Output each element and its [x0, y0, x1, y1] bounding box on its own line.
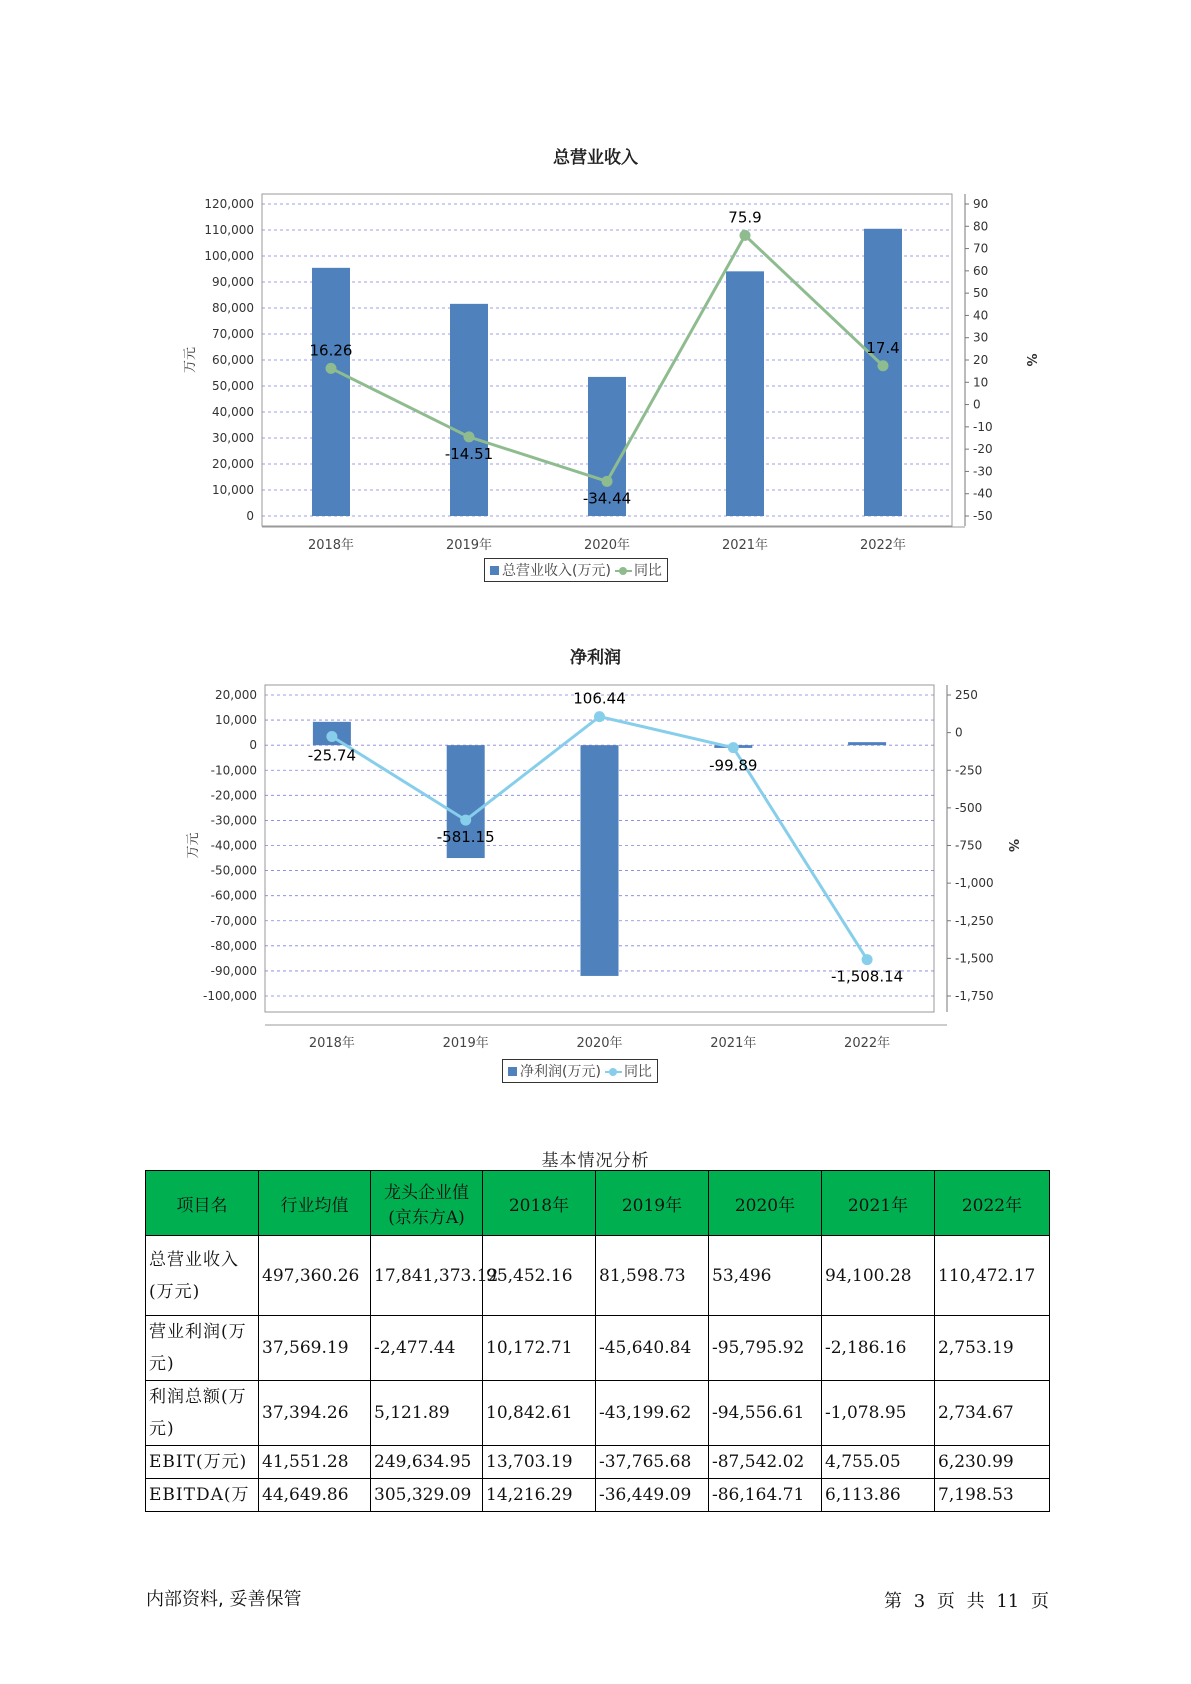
- header-cell: 2022年: [935, 1171, 1050, 1236]
- y-tick-label: 60,000: [212, 353, 254, 367]
- header-cell: 行业均值: [259, 1171, 371, 1236]
- y-tick-label: 80,000: [212, 301, 254, 315]
- chart1-title: 总营业收入: [553, 148, 638, 168]
- table-cell: 94,100.28: [822, 1236, 935, 1316]
- y-tick-label: 10,000: [215, 713, 257, 728]
- legend-line-label: 同比: [623, 1064, 652, 1080]
- table-cell: -1,078.95: [822, 1381, 935, 1446]
- legend-bar-label: 总营业收入(万元): [502, 563, 611, 579]
- header-cell: 2018年: [483, 1171, 596, 1236]
- table-row: [146, 1446, 1050, 1479]
- y-tick-label: -70,000: [210, 913, 257, 928]
- table-cell: -45,640.84: [596, 1316, 709, 1381]
- growth-data-label: -25.74: [307, 746, 357, 765]
- table-cell: 110,472.17: [935, 1236, 1050, 1316]
- growth-data-label: 75.9: [728, 208, 762, 227]
- y2-tick-label: 70: [973, 241, 989, 256]
- growth-data-label: -1,508.14: [830, 967, 904, 986]
- growth-data-label: -34.44: [582, 489, 632, 508]
- y-tick-label: 50,000: [212, 379, 254, 393]
- row-label-cell: 总营业收入(万元): [146, 1236, 259, 1316]
- table-cell: -43,199.62: [596, 1381, 709, 1446]
- table-cell: 37,394.26: [259, 1381, 371, 1446]
- growth-point: [862, 954, 873, 965]
- table-cell: -94,556.61: [709, 1381, 822, 1446]
- table-cell: 4,755.05: [822, 1446, 935, 1479]
- y2-tick-label: 60: [973, 263, 989, 278]
- y2-tick-label: -1,000: [955, 876, 994, 891]
- y-tick-label: 0: [249, 738, 257, 753]
- y2-tick-label: -10: [973, 419, 993, 434]
- table-cell: 10,172.71: [483, 1316, 596, 1381]
- x-tick-label: 2020年: [583, 538, 631, 553]
- basic-analysis-table: [145, 1170, 1050, 1512]
- y-tick-label: 100,000: [204, 249, 254, 263]
- growth-point: [460, 815, 471, 826]
- y2-tick-label: 250: [955, 688, 978, 702]
- x-tick-label: 2021年: [710, 1036, 757, 1051]
- growth-point: [594, 711, 605, 722]
- y2-tick-label: 20: [973, 353, 989, 367]
- table-cell: -87,542.02: [709, 1446, 822, 1479]
- table-cell: 249,634.95: [371, 1446, 483, 1479]
- header-cell: 2019年: [596, 1171, 709, 1236]
- y-tick-label: -40,000: [210, 838, 257, 853]
- header-cell: 龙头企业值(京东方A): [371, 1171, 483, 1236]
- y-tick-label: -20,000: [210, 788, 257, 803]
- y-tick-label: 0: [246, 509, 254, 523]
- y-tick-label: -90,000: [210, 963, 257, 978]
- y-tick-label: -60,000: [210, 888, 257, 903]
- table-cell: 2,734.67: [935, 1381, 1050, 1446]
- bar: [581, 745, 619, 976]
- x-tick-label: 2018年: [307, 538, 355, 553]
- y-tick-label: 90,000: [212, 275, 254, 289]
- table-cell: 17,841,373.12: [371, 1236, 483, 1316]
- y2-tick-label: 10: [973, 375, 989, 390]
- y-axis-title: 万元: [183, 346, 198, 374]
- y-tick-label: -30,000: [210, 813, 257, 828]
- x-tick-label: 2022年: [844, 1036, 891, 1051]
- y-tick-label: -10,000: [210, 763, 257, 778]
- y2-tick-label: -20: [973, 442, 993, 457]
- y2-tick-label: -1,750: [955, 989, 994, 1003]
- table-cell: 6,230.99: [935, 1446, 1050, 1479]
- row-label-cell: EBIT(万元): [146, 1446, 259, 1479]
- x-tick-label: 2019年: [442, 1036, 489, 1051]
- growth-data-label: -581.15: [436, 828, 495, 847]
- y-tick-label: 40,000: [212, 405, 254, 419]
- y2-tick-label: -250: [955, 763, 983, 778]
- x-tick-label: 2021年: [721, 538, 769, 553]
- table-cell: 95,452.16: [483, 1236, 596, 1316]
- table-cell: 305,329.09: [371, 1479, 483, 1512]
- y-axis-title: 万元: [186, 832, 201, 859]
- y-tick-label: -50,000: [210, 863, 257, 878]
- table-cell: 37,569.19: [259, 1316, 371, 1381]
- table-row: [146, 1479, 1050, 1512]
- growth-data-label: 106.44: [573, 689, 626, 708]
- table-cell: 2,753.19: [935, 1316, 1050, 1381]
- table-cell: 7,198.53: [935, 1479, 1050, 1512]
- table-cell: -86,164.71: [709, 1479, 822, 1512]
- y2-tick-label: 0: [973, 397, 981, 412]
- header-cell: 2021年: [822, 1171, 935, 1236]
- y2-tick-label: -1,500: [955, 951, 994, 966]
- y-tick-label: 120,000: [204, 197, 254, 211]
- header-cell: 项目名: [146, 1171, 259, 1236]
- footer-confidential: 内部资料, 妥善保管: [146, 1589, 302, 1610]
- row-label-cell: EBITDA(万: [146, 1479, 259, 1512]
- table-cell: -95,795.92: [709, 1316, 822, 1381]
- x-tick-label: 2018年: [308, 1036, 355, 1051]
- y2-tick-label: -750: [955, 838, 983, 853]
- table-cell: 5,121.89: [371, 1381, 483, 1446]
- legend-line-label: 同比: [633, 563, 662, 579]
- growth-point: [728, 742, 739, 753]
- growth-data-label: 17.4: [866, 338, 900, 357]
- chart2-title: 净利润: [570, 648, 621, 668]
- y-tick-label: 70,000: [212, 327, 254, 341]
- table-header-row: [146, 1171, 1050, 1236]
- table-cell: -2,477.44: [371, 1316, 483, 1381]
- y-tick-label: 20,000: [212, 457, 254, 471]
- y2-tick-label: -50: [973, 509, 993, 523]
- legend-line-swatch: [605, 1067, 622, 1077]
- table-row: [146, 1316, 1050, 1381]
- row-label-cell: 营业利润(万元): [146, 1316, 259, 1381]
- table-cell: 81,598.73: [596, 1236, 709, 1316]
- table-cell: 41,551.28: [259, 1446, 371, 1479]
- y2-tick-label: -40: [973, 486, 993, 501]
- growth-data-label: -14.51: [444, 444, 494, 463]
- header-cell: 2020年: [709, 1171, 822, 1236]
- table-cell: -37,765.68: [596, 1446, 709, 1479]
- y2-tick-label: 0: [955, 725, 963, 740]
- table-caption: 基本情况分析: [541, 1151, 650, 1171]
- y-tick-label: -80,000: [210, 938, 257, 953]
- legend-bar-swatch: [508, 1067, 517, 1076]
- y2-tick-label: 90: [973, 197, 989, 211]
- table-row: [146, 1381, 1050, 1446]
- footer-page-number: 第 3 页 共 11 页: [884, 1591, 1049, 1612]
- bar: [848, 742, 886, 745]
- table-cell: 53,496: [709, 1236, 822, 1316]
- y2-tick-label: 40: [973, 308, 989, 323]
- y-tick-label: 110,000: [204, 223, 254, 237]
- y-tick-label: -100,000: [203, 989, 257, 1003]
- legend-bar-label: 净利润(万元): [520, 1064, 601, 1080]
- y2-axis-title: %: [1005, 838, 1020, 853]
- x-tick-label: 2019年: [445, 538, 493, 553]
- growth-data-label: 16.26: [309, 341, 353, 360]
- y2-axis-title: %: [1023, 353, 1038, 367]
- table-row: [146, 1236, 1050, 1316]
- y2-tick-label: 50: [973, 286, 989, 301]
- row-label-cell: 利润总额(万元): [146, 1381, 259, 1446]
- table-cell: 13,703.19: [483, 1446, 596, 1479]
- table-cell: 6,113.86: [822, 1479, 935, 1512]
- table-cell: 10,842.61: [483, 1381, 596, 1446]
- chart2-legend: [502, 1059, 658, 1083]
- table-cell: -36,449.09: [596, 1479, 709, 1512]
- y2-tick-label: -30: [973, 464, 993, 479]
- growth-data-label: -99.89: [709, 756, 758, 775]
- y-tick-label: 20,000: [215, 688, 257, 702]
- growth-point: [326, 731, 337, 742]
- table-cell: 497,360.26: [259, 1236, 371, 1316]
- x-tick-label: 2022年: [859, 538, 907, 553]
- y2-tick-label: 80: [973, 219, 989, 234]
- y2-tick-label: 30: [973, 330, 989, 345]
- table-cell: -2,186.16: [822, 1316, 935, 1381]
- table-cell: 14,216.29: [483, 1479, 596, 1512]
- table-cell: 44,649.86: [259, 1479, 371, 1512]
- y-tick-label: 10,000: [212, 483, 254, 497]
- y2-tick-label: -1,250: [955, 913, 994, 928]
- y-tick-label: 30,000: [212, 431, 254, 445]
- x-tick-label: 2020年: [576, 1036, 623, 1051]
- y2-tick-label: -500: [955, 800, 983, 815]
